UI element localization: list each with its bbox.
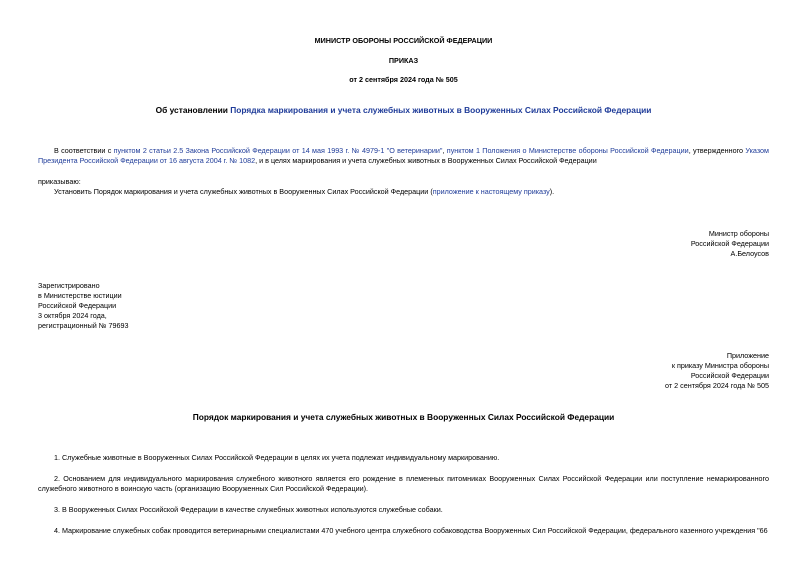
- appendix-block: [665, 351, 769, 391]
- signature-line-2: Российской Федерации: [690, 239, 769, 248]
- order-item-text: Установить Порядок маркирования и учета служебных животных в Вооруженных Силах Российской Федерации (: [54, 187, 433, 196]
- item-4: 4. Маркирование служебных собак проводится ветеринарными специалистами 470 учебного центра служебного собаководства Вооруженных Сил Российской Федерации, федерального казенного учреждения "66: [54, 526, 768, 535]
- item-1: 1. Служебные животные в Вооруженных Силах Российской Федерации в целях их учета подлежат индивидуальному маркированию.: [54, 453, 500, 462]
- registration-line-1: Зарегистрировано: [38, 281, 100, 290]
- appendix-line-4: от 2 сентября 2024 года № 505: [665, 381, 769, 390]
- decree-link[interactable]: Указом Президента Российской Федерации от 16 августа 2004 г. № 1082: [38, 146, 769, 165]
- item-2: 2. Основанием для индивидуального маркирования служебного животного является его рождение в племенных питомниках Вооруженных Силах Российской Федерации или поступление немаркированного служебного животного в воинскую часть (организацию Вооруженных Сил Российской Федерации).: [38, 474, 769, 493]
- preamble-paragraph: [38, 146, 769, 166]
- appendix-line-2: к приказу Министра обороны: [671, 361, 769, 370]
- doc-date-number: от 2 сентября 2024 года № 505: [349, 75, 458, 84]
- registration-line-3: Российской Федерации: [38, 301, 117, 310]
- item-3: 3. В Вооруженных Силах Российской Федерации в качестве служебных животных используются служебные собаки.: [54, 505, 443, 514]
- order-item-tail: ).: [549, 187, 555, 196]
- title-link[interactable]: Порядка маркирования и учета служебных животных в Вооруженных Силах Российской Федерации: [230, 105, 652, 115]
- registration-block: [38, 281, 128, 331]
- regulation-link[interactable]: пунктом 1 Положения о Министерстве обороны Российской Федерации: [446, 146, 689, 155]
- document-title: [0, 105, 807, 115]
- preamble-text-4: , и в целях маркирования и учета служебных животных в Вооруженных Силах Российской Федерации: [255, 156, 597, 165]
- registration-line-2: в Министерстве юстиции: [38, 291, 122, 300]
- preamble-text-3: , утвержденного: [688, 146, 746, 155]
- registration-line-4: 3 октября 2024 года,: [38, 311, 107, 320]
- issuer-heading: МИНИСТР ОБОРОНЫ РОССИЙСКОЙ ФЕДЕРАЦИИ: [314, 36, 493, 45]
- appendix-link[interactable]: приложение к настоящему приказу: [432, 187, 550, 196]
- order-word: приказываю:: [38, 177, 81, 186]
- preamble-text-2: ,: [442, 146, 447, 155]
- doc-type-heading: ПРИКАЗ: [388, 56, 419, 65]
- signature-name: А.Белоусов: [730, 249, 769, 258]
- registration-line-5: регистрационный № 79693: [38, 321, 129, 330]
- signature-line-1: Министр обороны: [708, 229, 769, 238]
- title-prefix: Об установлении: [155, 105, 231, 115]
- appendix-line-3: Российской Федерации: [690, 371, 769, 380]
- preamble-text-1: В соответствии с: [54, 146, 114, 155]
- appendix-line-1: Приложение: [726, 351, 769, 360]
- appendix-title: Порядок маркирования и учета служебных животных в Вооруженных Силах Российской Федерации: [192, 412, 615, 422]
- signature-block: [691, 229, 769, 259]
- order-item: [54, 187, 554, 197]
- law-link[interactable]: пунктом 2 статьи 2.5 Закона Российской Федерации от 14 мая 1993 г. № 4979-1 "О ветеринарии": [113, 146, 443, 155]
